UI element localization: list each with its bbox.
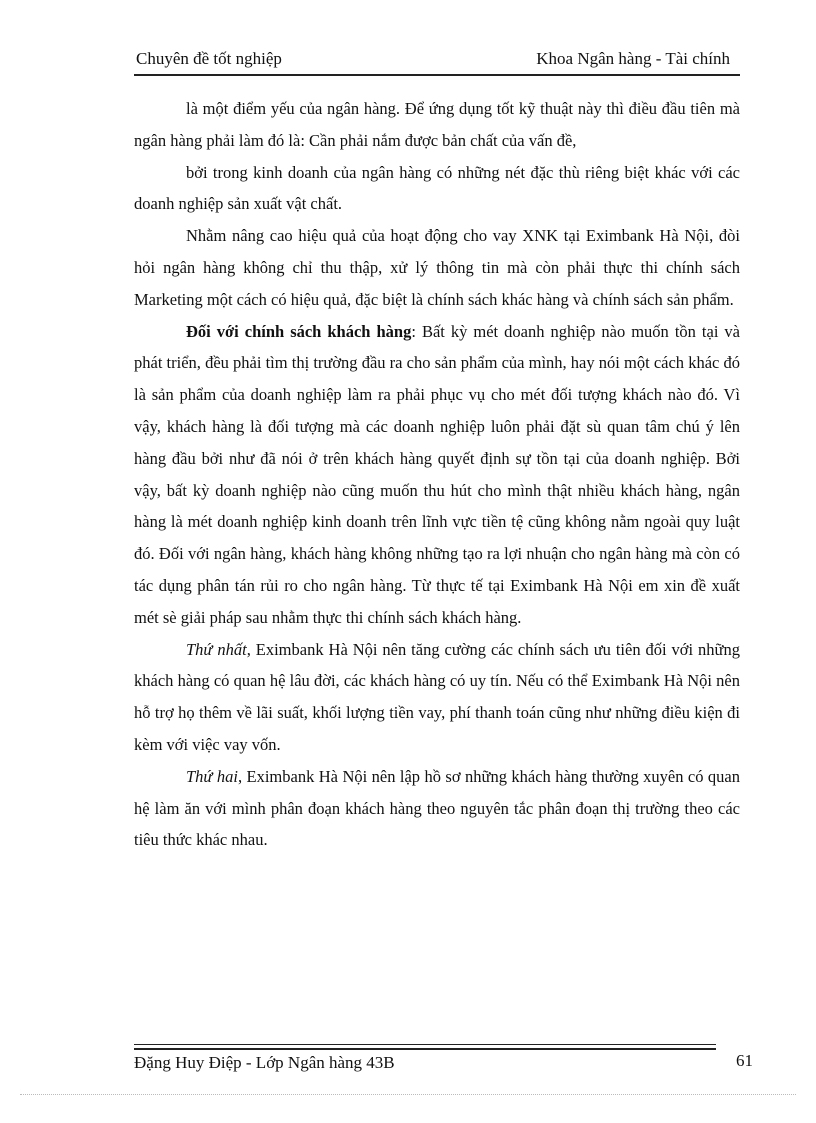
header-document-type: Chuyên đề tốt nghiệp <box>136 49 282 68</box>
page-header <box>134 46 740 76</box>
paragraph-5-text: , Eximbank Hà Nội nên tăng cường các chính sách ưu tiên đối với những khách hàng có quan hệ lâu đời, các khách hàng có uy tín. Nếu có thể Eximbank Hà Nội nên hỗ trợ họ thêm về lãi suất, khối lượng tiền vay, phí thanh toán cũng như những điều kiện đi kèm với việc vay vốn. <box>134 639 740 754</box>
footer-author: Đặng Huy Điệp - Lớp Ngân hàng 43B <box>134 1053 395 1072</box>
paragraph-4-lead: Đối với chính sách khách hàng <box>186 321 412 341</box>
footer-divider-thick <box>134 1048 716 1050</box>
page-number: 61 <box>736 1051 753 1070</box>
paragraph-5 <box>134 634 740 761</box>
paragraph-3 <box>134 220 740 315</box>
document-body <box>134 93 740 856</box>
paragraph-2-text: bởi trong kinh doanh của ngân hàng có những nét đặc thù riêng biệt khác với các doanh nghiệp sản xuất vật chất. <box>134 162 740 214</box>
paragraph-4-text: : Bất kỳ mét doanh nghiệp nào muốn tồn tại và phát triển, đều phải tìm thị trường đầu ra cho sản phẩm của mình, hay nói một cách khác đó là sản phẩm của doanh nghiệp làm ra phải phục vụ cho mét đối tượng khách nào đó. Vì vậy, khách hàng là đối tượng mà các doanh nghiệp luôn phải đặt sù quan tâm chú ý lên hàng đầu bởi như đã nói ở trên khách hàng quyết định sự tồn tại của doanh nghiệp. Bởi vậy, bất kỳ doanh nghiệp nào cũng muốn thu hút cho mình thật nhiều khách hàng, ngân hàng là mét doanh nghiệp kinh doanh trên lĩnh vực tiền tệ cũng không nằm ngoài quy luật đó. Đối với ngân hàng, khách hàng không những tạo ra lợi nhuận cho ngân hàng mà còn có tác dụng phân tán rủi ro cho ngân hàng. Từ thực tế tại Eximbank Hà Nội em xin đề xuất mét sè giải pháp sau nhằm thực thi chính sách khách hàng. <box>134 321 740 627</box>
paragraph-3-text: Nhằm nâng cao hiệu quả của hoạt động cho vay XNK tại Eximbank Hà Nội, đòi hỏi ngân hàng không chỉ thu thập, xử lý thông tin mà còn phải thực thi chính sách Marketing một cách có hiệu quả, đặc biệt là chính sách khác hàng và chính sách sản phẩm. <box>134 226 740 309</box>
paragraph-1 <box>134 93 740 157</box>
paragraph-4 <box>134 316 740 634</box>
paragraph-1-text: là một điểm yếu của ngân hàng. Để ứng dụng tốt kỹ thuật này thì điều đầu tiên mà ngân hàng phải làm đó là: Cần phải nắm được bản chất của vấn đề, <box>134 99 740 150</box>
header-faculty: Khoa Ngân hàng - Tài chính <box>536 49 730 68</box>
paragraph-6 <box>134 761 740 856</box>
footer-divider-thin <box>134 1044 716 1045</box>
page-edge-divider <box>20 1094 796 1095</box>
paragraph-6-lead: Thứ hai <box>186 766 238 786</box>
paragraph-5-lead: Thứ nhất <box>186 639 247 659</box>
paragraph-2 <box>134 157 740 221</box>
paragraph-6-text: , Eximbank Hà Nội nên lập hồ sơ những khách hàng thường xuyên có quan hệ làm ăn với mình phân đoạn khách hàng theo nguyên tắc phân đoạn thị trường theo các tiêu thức khác nhau. <box>134 766 740 850</box>
